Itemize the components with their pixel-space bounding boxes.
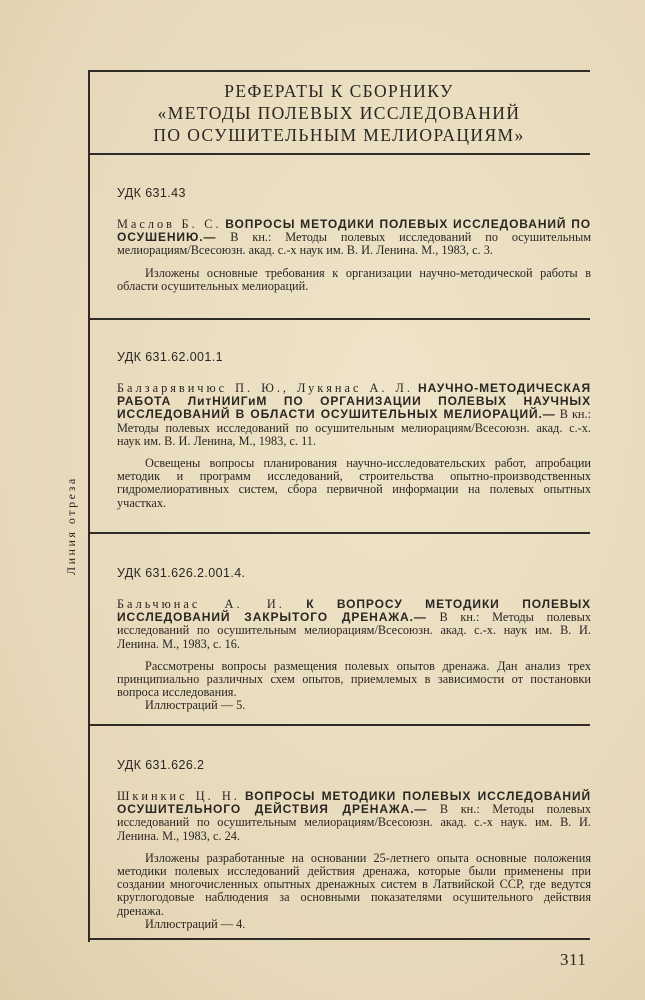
divider-rule: [88, 724, 590, 726]
udk-code: УДК 631.62.001.1: [117, 350, 223, 364]
cut-line-label: Линия отреза: [64, 476, 78, 575]
article-title: К ВОПРОСУ МЕТОДИКИ ПОЛЕВЫХ ИССЛЕДОВАНИЙ ЗАКРЫТОГО ДРЕНАЖА.—: [117, 597, 591, 625]
source: В кн.: Методы полевых исследований по осушительным мелиорациям/Всесоюзн. акад. с.-х. наук им. В. И. Ленина. М., 1983, с. 16.: [117, 610, 592, 651]
divider-rule: [88, 153, 590, 155]
header-line-3: ПО ОСУШИТЕЛЬНЫМ МЕЛИОРАЦИЯМ»: [153, 125, 525, 145]
top-rule: [88, 70, 590, 72]
source: В кн.: Методы полевых исследований по осушительным мелиорациям/Всесоюзн. акад. с.-х. наук им. В. И. Ленина, М., 1983, с. 11.: [117, 407, 592, 448]
article-title: НАУЧНО-МЕТОДИЧЕСКАЯ РАБОТА ЛитНИИГиМ ПО ОРГАНИЗАЦИИ ПОЛЕВЫХ НАУЧНЫХ ИССЛЕДОВАНИЙ В ОБЛАСТИ ОСУШИТЕЛЬНЫХ МЕЛИОРАЦИЙ.—: [117, 381, 591, 422]
citation: [117, 790, 591, 843]
author: Шкинкис Ц. Н.: [117, 789, 240, 803]
udk-code: УДК 631.626.2.001.4.: [117, 566, 246, 580]
illustrations-count: Иллюстраций — 5.: [145, 698, 246, 713]
citation: [117, 218, 591, 258]
divider-rule: [88, 532, 590, 534]
source: В кн.: Методы полевых исследований по осушительным мелиорациям/Всесоюзн. акад. с.-х наук им. В. И. Ленина. М., 1983, с. 3.: [117, 230, 591, 258]
source: В кн.: Методы полевых исследований по осушительным мелиорациям/Всесоюзн. акад. с.-х наук. им. В. И. Ленина. М., 1983, с. 24.: [117, 802, 592, 843]
page-header: [92, 80, 586, 146]
bottom-rule: [88, 938, 590, 940]
udk-code: УДК 631.43: [117, 186, 186, 200]
abstract-card-4: [117, 758, 591, 931]
divider-rule: [88, 318, 590, 320]
header-line-2: «МЕТОДЫ ПОЛЕВЫХ ИССЛЕДОВАНИЙ: [157, 103, 521, 123]
abstract-card-1: [117, 186, 591, 293]
citation: [117, 382, 591, 448]
article-title: ВОПРОСЫ МЕТОДИКИ ПОЛЕВЫХ ИССЛЕДОВАНИЙ ОСУШИТЕЛЬНОГО ДЕЙСТВИЯ ДРЕНАЖА.—: [117, 789, 591, 817]
abstract-text: Изложены основные требования к организации научно-методической работы в области осушительных мелиораций.: [117, 265, 591, 293]
author: Бальчюнас А. И.: [117, 597, 285, 611]
article-title: ВОПРОСЫ МЕТОДИКИ ПОЛЕВЫХ ИССЛЕДОВАНИЙ ПО ОСУШЕНИЮ.—: [117, 217, 591, 245]
udk-code: УДК 631.626.2: [117, 758, 205, 772]
abstract-card-2: [117, 350, 591, 510]
abstract-card-3: [117, 566, 591, 713]
author: Балзарявичюс П. Ю., Лукянас А. Л.: [117, 381, 413, 395]
abstract-text: Изложены разработанные на основании 25-летнего опыта основные положения методики полевых исследований действия дренажа, которые были применены при создании многочисленных опытных дренажных систем в Латвийской ССР, где ведутся круглогодовые наблюдения за основными показателями осушительного действия дренажа.: [117, 850, 591, 918]
abstract-text: Рассмотрены вопросы размещения полевых опытов дренажа. Дан анализ трех принципиально различных схем опытов, приемлемых в зависимости от постановки вопроса исследования.: [117, 658, 591, 700]
page-number: 311: [560, 950, 587, 969]
illustrations-count: Иллюстраций — 4.: [145, 916, 246, 931]
abstract-text: Освещены вопросы планирования научно-исследовательских работ, апробации методик и программ исследований, строительства опытно-производственных гидромелиоративных систем, сбора первичной информации на полевых опытных участках.: [117, 456, 591, 510]
author: Маслов Б. С.: [117, 217, 222, 231]
header-line-1: РЕФЕРАТЫ К СБОРНИКУ: [224, 81, 454, 101]
citation: [117, 598, 591, 651]
